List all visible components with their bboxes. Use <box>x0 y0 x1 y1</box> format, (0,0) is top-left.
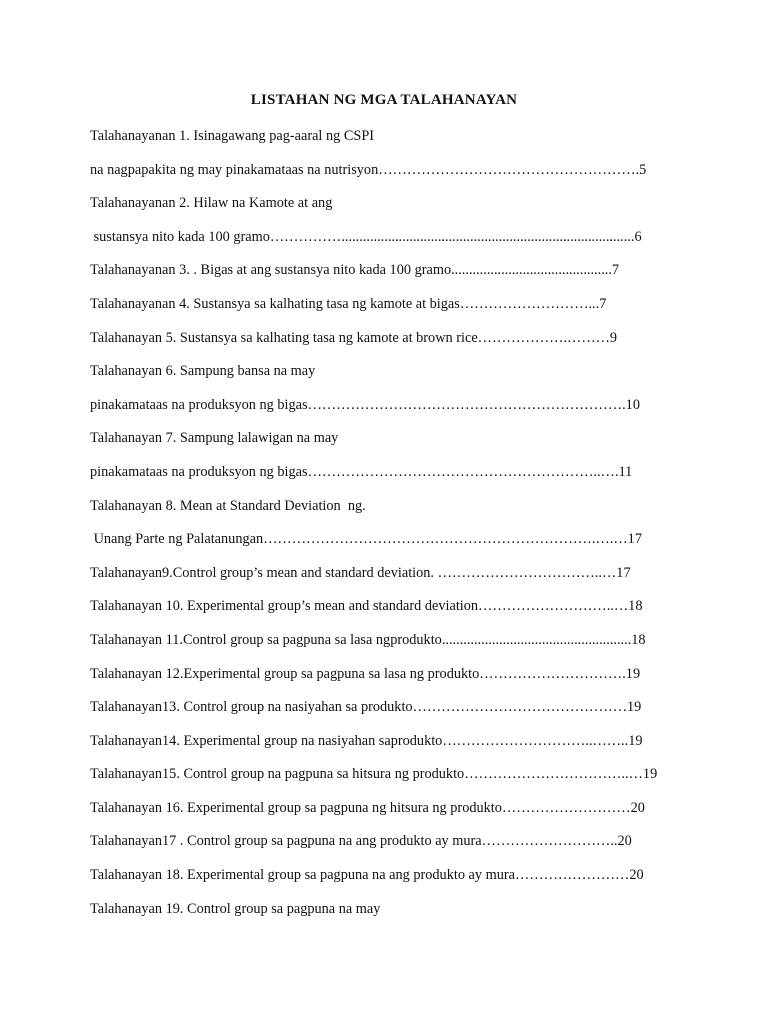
list-item: Talahanayanan 3. . Bigas at ang sustansya nito kada 100 gramo.............................................7 <box>90 262 620 279</box>
list-item: Talahanayan 7. Sampung lalawigan na may <box>90 430 339 447</box>
list-item: Unang Parte ng Palatanungan…………………………………………………………….….…17 <box>90 531 642 548</box>
list-item: Talahanayan 12.Experimental group sa pagpuna sa lasa ng produkto………………………….19 <box>90 665 641 682</box>
list-item: Talahanayan14. Experimental group na nasiyahan saprodukto…………………………..……..19 <box>90 732 643 749</box>
table-list <box>90 124 690 930</box>
list-item: Talahanayan9.Control group’s mean and standard deviation. ……………………………..…17 <box>90 564 631 581</box>
list-item: na nagpapakita ng may pinakamataas na nutrisyon……………………………………………….5 <box>90 161 647 178</box>
list-item: Talahanayan 11.Control group sa pagpuna sa lasa ngprodukto.....................................................18 <box>90 631 646 648</box>
list-item: Talahanayan 8. Mean at Standard Deviation ng. <box>90 497 366 514</box>
list-item: sustansya nito kada 100 gramo……………..................................................................................6 <box>90 228 642 245</box>
list-item: Talahanayan17 . Control group sa pagpuna na ang produkto ay mura………………………..20 <box>90 833 632 850</box>
list-item: Talahanayan 16. Experimental group sa pagpuna ng hitsura ng produkto………………………20 <box>90 799 645 816</box>
list-item: pinakamataas na produksyon ng bigas………………………………………………………….10 <box>90 396 640 413</box>
list-item: Talahanayan 5. Sustansya sa kalhating tasa ng kamote at brown rice……………….………9 <box>90 329 618 346</box>
list-item: Talahanayan13. Control group na nasiyahan sa produkto………………………………………19 <box>90 699 642 716</box>
list-item: Talahanayan 19. Control group sa pagpuna na may <box>90 900 381 917</box>
list-item: Talahanayanan 4. Sustansya sa kalhating tasa ng kamote at bigas………………………...7 <box>90 295 607 312</box>
list-item: Talahanayan 18. Experimental group sa pagpuna na ang produkto ay mura……………………20 <box>90 867 644 884</box>
list-item: Talahanayanan 2. Hilaw na Kamote at ang <box>90 195 333 212</box>
list-item: pinakamataas na produksyon ng bigas……………………………………………………..….11 <box>90 463 633 480</box>
list-item: Talahanayanan 1. Isinagawang pag-aaral ng CSPI <box>90 128 375 144</box>
list-item: Talahanayan 10. Experimental group’s mean and standard deviation………………………..…18 <box>90 598 643 615</box>
page-title: LISTAHAN NG MGA TALAHANAYAN <box>250 92 518 108</box>
list-item: Talahanayan 6. Sampung bansa na may <box>90 363 316 380</box>
list-item: Talahanayan15. Control group na pagpuna sa hitsura ng produkto……………………………..…19 <box>90 766 658 783</box>
